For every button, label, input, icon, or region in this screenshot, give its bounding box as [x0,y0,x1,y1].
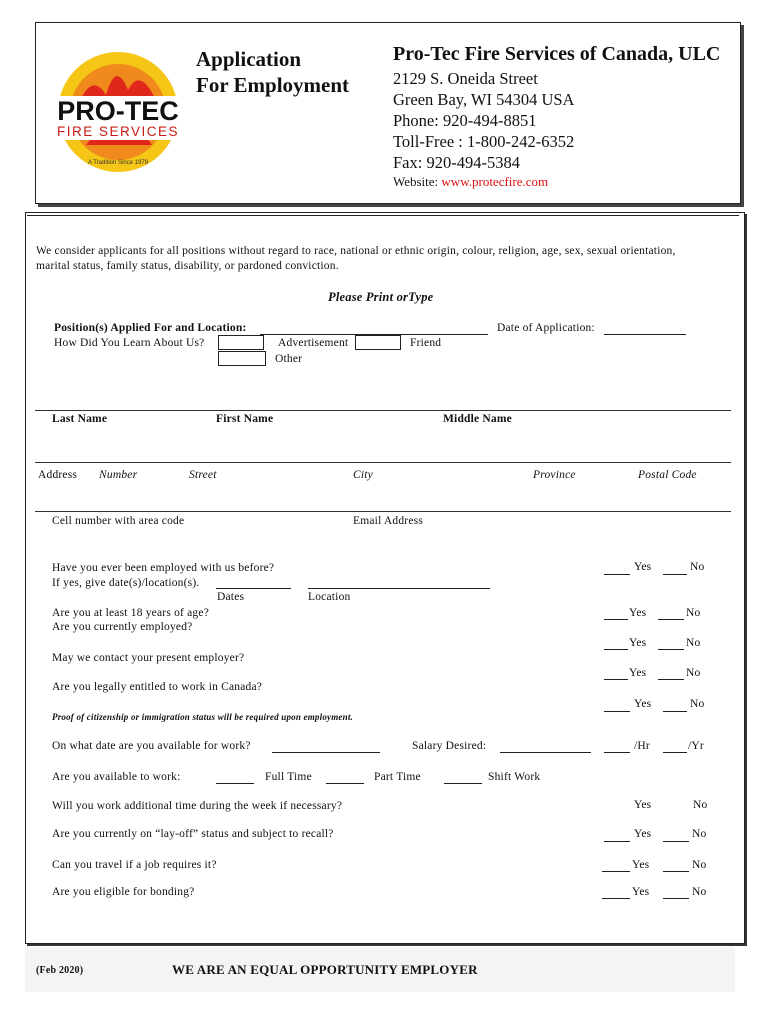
salary-input[interactable] [500,752,591,753]
no-label: No [692,859,707,871]
employed-before-no-blank[interactable] [663,574,687,575]
salary-hr-blank[interactable] [604,752,630,753]
cell-label: Cell number with area code [52,515,185,527]
yes-label: Yes [629,607,647,619]
travel-no-blank[interactable] [663,871,689,872]
currently-yes-blank[interactable] [604,649,628,650]
company-logo [46,50,191,175]
last-name-label: Last Name [52,413,108,425]
company-name: Pro-Tec Fire Services of Canada, ULC [393,43,721,65]
address-line-1: 2129 S. Oneida Street [393,69,538,88]
middle-name-label: Middle Name [443,413,512,425]
no-label: No [692,886,707,898]
intro-text-2: marital status, family status, disability, or pardoned conviction. [36,260,339,272]
shift-work-label: Shift Work [488,771,541,783]
location-input[interactable] [308,588,490,589]
full-time-label: Full Time [265,771,312,783]
other-checkbox[interactable] [218,351,266,366]
contact-no-blank[interactable] [658,679,684,680]
date-of-application-label: Date of Application: [497,322,595,334]
print-note: Please Print orType [328,290,434,304]
legal-yes-blank[interactable] [604,711,630,712]
dates-label: Dates [217,591,245,603]
available-date-input[interactable] [272,752,380,753]
q-bonding: Are you eligible for bonding? [52,886,195,898]
q-if-yes: If yes, give date(s)/location(s). [52,577,200,589]
travel-yes-blank[interactable] [602,871,630,872]
part-time-label: Part Time [374,771,421,783]
yes-label: Yes [629,637,647,649]
phone: Phone: 920-494-8851 [393,111,537,130]
website: Website: www.protecfire.com [393,174,549,189]
form-frame-inner-line [27,215,739,216]
intro-text: We consider applicants for all positions without regard to race, national or ethnic origin, colour, religion, age, sex, sexual orientation, [36,245,676,257]
friend-checkbox[interactable] [355,335,401,350]
number-label: Number [99,469,138,481]
shift-work-blank[interactable] [444,783,482,784]
q-currently-employed: Are you currently employed? [52,621,193,633]
city-label: City [353,469,373,481]
no-label: No [686,637,701,649]
website-link[interactable]: www.protecfire.com [441,174,549,189]
yes-label: Yes [634,828,652,840]
advertisement-label: Advertisement [278,337,349,349]
dates-input[interactable] [216,588,291,589]
position-label: Position(s) Applied For and Location: [54,322,247,334]
q-employed-before: Have you ever been employed with us before? [52,562,275,574]
address-label: Address [38,469,78,481]
date-of-application-input[interactable] [604,334,686,335]
legal-no-blank[interactable] [663,711,687,712]
per-year-label: /Yr [688,740,704,752]
divider [35,462,731,463]
revision-date: (Feb 2020) [36,965,84,976]
yes-label: Yes [629,667,647,679]
currently-no-blank[interactable] [658,649,684,650]
yes-label: Yes [634,698,652,710]
contact-yes-blank[interactable] [604,679,628,680]
no-label: No [690,561,705,573]
toll-free: Toll-Free : 1-800-242-6352 [393,132,575,151]
employed-before-yes-blank[interactable] [604,574,630,575]
postal-code-label: Postal Code [638,469,697,481]
q-18: Are you at least 18 years of age? [52,607,209,619]
bonding-no-blank[interactable] [663,898,689,899]
yes-label: Yes [632,859,650,871]
bonding-yes-blank[interactable] [602,898,630,899]
q-available-work: Are you available to work: [52,771,181,783]
layoff-yes-blank[interactable] [604,841,630,842]
friend-label: Friend [410,337,442,349]
no-label: No [693,799,708,811]
q-available-date: On what date are you available for work? [52,740,251,752]
eeo-statement: WE ARE AN EQUAL OPPORTUNITY EMPLOYER [172,962,478,977]
no-label: No [686,607,701,619]
layoff-no-blank[interactable] [663,841,689,842]
application-title: Application For Employment [196,47,350,97]
part-time-blank[interactable] [326,783,364,784]
q-additional-time: Will you work additional time during the week if necessary? [52,800,343,812]
salary-yr-blank[interactable] [663,752,687,753]
divider [35,410,731,411]
full-time-blank[interactable] [216,783,254,784]
advertisement-checkbox[interactable] [218,335,264,350]
no-label: No [686,667,701,679]
province-label: Province [533,469,576,481]
q-legally-entitled: Are you legally entitled to work in Canada? [52,681,263,693]
fax: Fax: 920-494-5384 [393,153,520,172]
divider [35,511,731,512]
logo-main-text: PRO-TEC [57,96,179,126]
first-name-label: First Name [216,413,274,425]
address-line-2: Green Bay, WI 54304 USA [393,90,575,109]
proof-note: Proof of citizenship or immigration status will be required upon employment. [52,712,353,722]
other-label: Other [275,353,303,365]
q-layoff: Are you currently on “lay-off” status and subject to recall? [52,828,334,840]
logo-sub-text: FIRE SERVICES [56,124,180,139]
logo-arc-text: A Tradition Since 1979 [87,160,149,166]
salary-label: Salary Desired: [412,740,487,752]
email-label: Email Address [353,515,423,527]
per-hour-label: /Hr [634,740,650,752]
yes-label: Yes [632,886,650,898]
q-contact-employer: May we contact your present employer? [52,652,245,664]
street-label: Street [189,469,217,481]
learn-label: How Did You Learn About Us? [54,337,205,349]
no-label: No [692,828,707,840]
q-travel: Can you travel if a job requires it? [52,859,217,871]
no-label: No [690,698,705,710]
age-yes-blank[interactable] [604,619,628,620]
location-label: Location [308,591,351,603]
yes-label: Yes [634,799,652,811]
age-no-blank[interactable] [658,619,684,620]
yes-label: Yes [634,561,652,573]
